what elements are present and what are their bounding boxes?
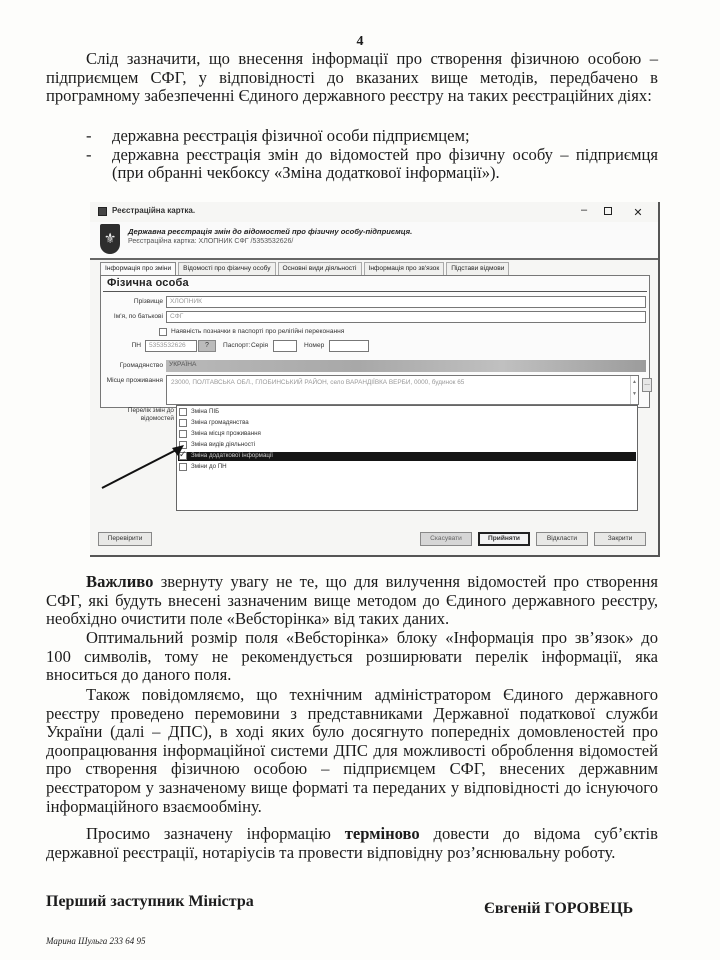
name-field[interactable]: СФГ: [166, 311, 646, 323]
changes-checklist: [176, 405, 638, 511]
residence-value: 23000, ПОЛТАВСЬКА ОБЛ., ГЛОБИНСЬКИЙ РАЙОН, село ВАРАНДІЇВКА ВЕРБИ, 0000, будинок 65: [171, 379, 465, 386]
list-item-text: державна реєстрація змін до відомостей про фізичну особу – підприємця (при обранні чекбоксу «Зміна додаткової інформації»).: [112, 144, 658, 183]
window-title: Реєстраційна картка.: [112, 206, 196, 215]
passport-label: Паспорт:: [223, 342, 251, 349]
tax-id-field[interactable]: 5353532626: [145, 340, 197, 352]
surname-label: Прізвище: [133, 298, 163, 305]
change-item-label: Зміни до ПН: [191, 463, 227, 470]
intro-paragraph: [46, 50, 658, 106]
tax-id-label: ПН: [131, 342, 141, 349]
page-number: 4: [356, 34, 364, 49]
change-item-name[interactable]: [178, 408, 636, 417]
checkbox[interactable]: [179, 408, 187, 416]
residence-edit-button[interactable]: ...: [642, 378, 652, 392]
maximize-icon: [604, 207, 612, 215]
tab-activities[interactable]: Основні види діяльності: [278, 262, 362, 275]
passport-series-field[interactable]: [273, 340, 297, 352]
field-size-text: Оптимальний розмір поля «Вебсторінка» блоку «Інформація про зв’язок» до 100 символів, тому не рекомендується розширювати перелік інформації, яка вноситься до даного поля.: [46, 628, 658, 685]
passport-number-field[interactable]: [329, 340, 369, 352]
registration-actions-list: [86, 127, 658, 183]
change-item-label: Зміна місця проживання: [191, 430, 261, 437]
close-button[interactable]: Закрити: [594, 532, 646, 546]
change-item-tax-id[interactable]: [178, 463, 636, 472]
number-label: Номер: [304, 342, 325, 349]
accept-button[interactable]: Прийняти: [478, 532, 530, 546]
change-item-label: Зміна видів діяльності: [191, 441, 256, 448]
important-emphasis: Важливо: [86, 572, 154, 591]
change-item-additional-info[interactable]: [178, 449, 636, 461]
signer-name: Євгеній ГОРОВЕЦЬ: [484, 900, 634, 917]
divider: [103, 291, 647, 292]
form-subtitle: Реєстраційна картка: ХЛОПНИК СФГ /5353532626/: [128, 238, 294, 245]
residence-scrollbar[interactable]: ▲ ▼: [630, 376, 638, 404]
name-label: Ім'я, по батькові: [113, 313, 163, 320]
surname-field[interactable]: ХЛОПНИК: [166, 296, 646, 308]
request-text-b: довести до відома суб’єктів державної реєстрації, нотаріусів та провести відповідну роз’яснювальну роботу.: [46, 824, 658, 862]
religious-beliefs-checkbox[interactable]: [159, 328, 167, 336]
intro-text: Слід зазначити, що внесення інформації про створення фізичною особою – підприємцем СФГ, у відповідності до вказаних вище методів, передбачено в програмному забезпеченні Єдиного державного реєстру на таких реєстраційних діях:: [46, 49, 658, 106]
request-text-a: Просимо зазначену інформацію: [86, 824, 345, 843]
list-item: - державна реєстрація змін до відомостей про фізичну особу – підприємця (при обранні чекбоксу «Зміна додаткової інформації»).: [86, 144, 658, 183]
cancel-button[interactable]: Скасувати: [420, 532, 472, 546]
residence-label: Місце проживання: [106, 377, 163, 384]
section-title: Фізична особа: [107, 277, 189, 289]
dps-paragraph: [46, 686, 658, 816]
citizenship-label: Громадянство: [119, 362, 163, 369]
change-item-label: Зміна громадянства: [191, 419, 249, 426]
change-item-label: Зміна додаткової інформації: [191, 452, 274, 459]
tab-refusal-grounds[interactable]: Підстави відмови: [446, 262, 509, 275]
check-button[interactable]: Перевірити: [98, 532, 152, 546]
list-item: - державна реєстрація фізичної особи підприємцем;: [86, 126, 470, 145]
changes-label: Перелік змін до відомостей: [127, 407, 174, 422]
form-title: Державна реєстрація змін до відомостей про фізичну особу-підприємця.: [128, 227, 413, 236]
app-icon: [98, 207, 107, 216]
tab-bar: [100, 262, 511, 276]
religious-beliefs-label: Наявність позначки в паспорті про релігійні переконання: [171, 328, 345, 335]
important-paragraph: [46, 573, 658, 629]
signer-position: Перший заступник Міністра: [46, 893, 254, 910]
registration-card-window: [90, 202, 660, 557]
change-item-citizenship[interactable]: [178, 419, 636, 428]
form-header: [90, 222, 658, 260]
citizenship-field[interactable]: УКРАЇНА: [166, 360, 646, 372]
tab-change-info[interactable]: Інформація про зміни: [100, 262, 176, 275]
list-item-text: державна реєстрація фізичної особи підприємцем;: [112, 126, 470, 145]
executor-contact: Марина Шульга 233 64 95: [46, 936, 146, 946]
tax-id-help-button[interactable]: ?: [198, 340, 216, 352]
change-item-residence[interactable]: [178, 430, 636, 439]
close-window-button[interactable]: ✕: [633, 207, 643, 219]
request-paragraph: [46, 825, 658, 862]
checkbox[interactable]: [179, 430, 187, 438]
minimize-button[interactable]: –: [580, 204, 588, 216]
change-item-label: Зміна ПІБ: [191, 408, 220, 415]
change-item-activities[interactable]: [178, 441, 636, 450]
series-label: Серія: [251, 342, 269, 349]
residence-field[interactable]: [166, 375, 639, 405]
coat-of-arms-icon: ⚜: [100, 224, 120, 254]
checkbox[interactable]: [179, 419, 187, 427]
postpone-button[interactable]: Відкласти: [536, 532, 588, 546]
important-text: звернуту увагу не те, що для вилучення відомостей про створення СФГ, які будуть внесені зазначеним вище методом до Єдиного державного реєстру, необхідно очистити поле «Вебсторінка» від таких даних.: [46, 572, 658, 629]
field-size-paragraph: [46, 629, 658, 685]
maximize-button[interactable]: [600, 206, 616, 218]
checkmark-icon: ✓: [179, 449, 187, 459]
window-titlebar: [90, 202, 658, 222]
individual-panel: [100, 275, 650, 408]
request-emphasis: терміново: [344, 824, 420, 843]
tab-contact-info[interactable]: Інформація про зв'язок: [364, 262, 445, 275]
dps-text: Також повідомляємо, що технічним адміністратором Єдиного державного реєстру проведено перемовини з представниками Державної податкової служби України (далі – ДПС), в ході яких було досягнуто попередніх домовленостей про доопрацювання інформаційної системи ДПС для можливості оброблення відомостей про створення фізичною особою – підприємцем СФГ, внесених державним реєстратором у зазначеному вище форматі та переданих у відповідності до існуючого інформаційного взаємообміну.: [46, 685, 658, 816]
tab-person-info[interactable]: Відомості про фізичну особу: [178, 262, 275, 275]
pointer-arrow-icon: [100, 442, 190, 492]
